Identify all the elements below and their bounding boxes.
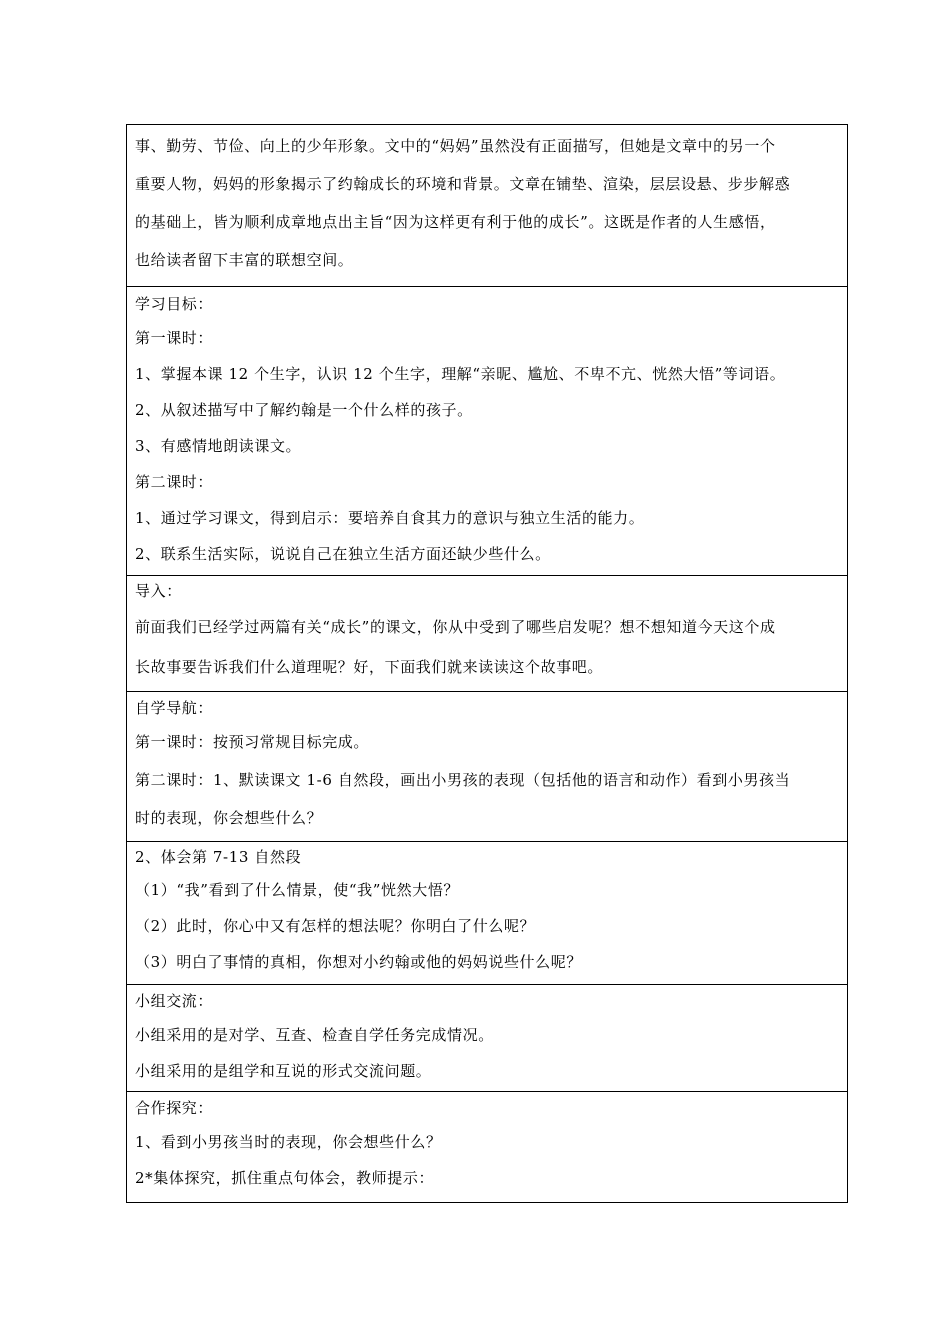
objective-item: 2、联系生活实际，说说自己在独立生活方面还缺少些什么。	[135, 545, 551, 563]
question-item: （3）明白了事情的真相，你想对小约翰或他的妈妈说些什么呢？	[135, 953, 582, 971]
text-line: 的基础上，皆为顺利成章地点出主旨“因为这样更有利于他的成长”。这既是作者的人生感悟，	[135, 213, 776, 231]
self-study-heading: 自学导航：	[135, 699, 214, 717]
lesson1-label: 第一课时：	[135, 329, 214, 347]
text-line: 第二课时：1、默读课文 1-6 自然段，画出小男孩的表现（包括他的语言和动作）看到小男孩当	[135, 771, 791, 789]
cooperative-inquiry-cell	[127, 1092, 847, 1203]
lesson2-label: 第二课时：	[135, 473, 214, 491]
objective-item: 2、从叙述描写中了解约翰是一个什么样的孩子。	[135, 401, 473, 419]
objective-item: 1、掌握本课 12 个生字，认识 12 个生字，理解“亲昵、尴尬、不卑不亢、恍然大悟”等词语。	[135, 365, 786, 383]
group-exchange-cell	[127, 985, 847, 1092]
intro-summary-cell	[127, 125, 847, 287]
question-item: （1）“我”看到了什么情景，使“我”恍然大悟？	[135, 881, 460, 899]
inquiry-heading: 合作探究：	[135, 1099, 214, 1117]
text-line: 1、看到小男孩当时的表现，你会想些什么？	[135, 1133, 442, 1151]
intro-lead-cell	[127, 576, 847, 692]
objectives-heading: 学习目标：	[135, 295, 214, 313]
text-line: 小组采用的是对学、互查、检查自学任务完成情况。	[135, 1026, 494, 1044]
objective-item: 3、有感情地朗读课文。	[135, 437, 302, 455]
text-line: 小组采用的是组学和互说的形式交流问题。	[135, 1062, 432, 1080]
text-line: 2*集体探究，抓住重点句体会，教师提示：	[135, 1169, 435, 1187]
text-line: 时的表现，你会想些什么？	[135, 809, 323, 827]
learning-objectives-cell	[127, 287, 847, 576]
text-line: 长故事要告诉我们什么道理呢？好，下面我们就来读读这个故事吧。	[135, 658, 604, 676]
text-line: 前面我们已经学过两篇有关“成长”的课文，你从中受到了哪些启发呢？想不想知道今天这个成	[135, 618, 776, 636]
lesson-plan-table	[126, 124, 848, 1203]
question-item: （2）此时，你心中又有怎样的想法呢？你明白了什么呢？	[135, 917, 536, 935]
group-heading: 小组交流：	[135, 992, 214, 1010]
text-line: 事、勤劳、节俭、向上的少年形象。文中的“妈妈”虽然没有正面描写，但她是文章中的另一个	[135, 137, 776, 155]
intro-lead-heading: 导入：	[135, 582, 182, 600]
self-study-cell	[127, 692, 847, 842]
paragraph-heading: 2、体会第 7-13 自然段	[135, 848, 302, 866]
text-line: 也给读者留下丰富的联想空间。	[135, 251, 354, 269]
text-line: 第一课时：按预习常规目标完成。	[135, 733, 370, 751]
text-line: 重要人物，妈妈的形象揭示了约翰成长的环境和背景。文章在铺垫、渲染，层层设悬、步步解惑	[135, 175, 791, 193]
paragraph-study-cell	[127, 842, 847, 985]
objective-item: 1、通过学习课文，得到启示：要培养自食其力的意识与独立生活的能力。	[135, 509, 645, 527]
